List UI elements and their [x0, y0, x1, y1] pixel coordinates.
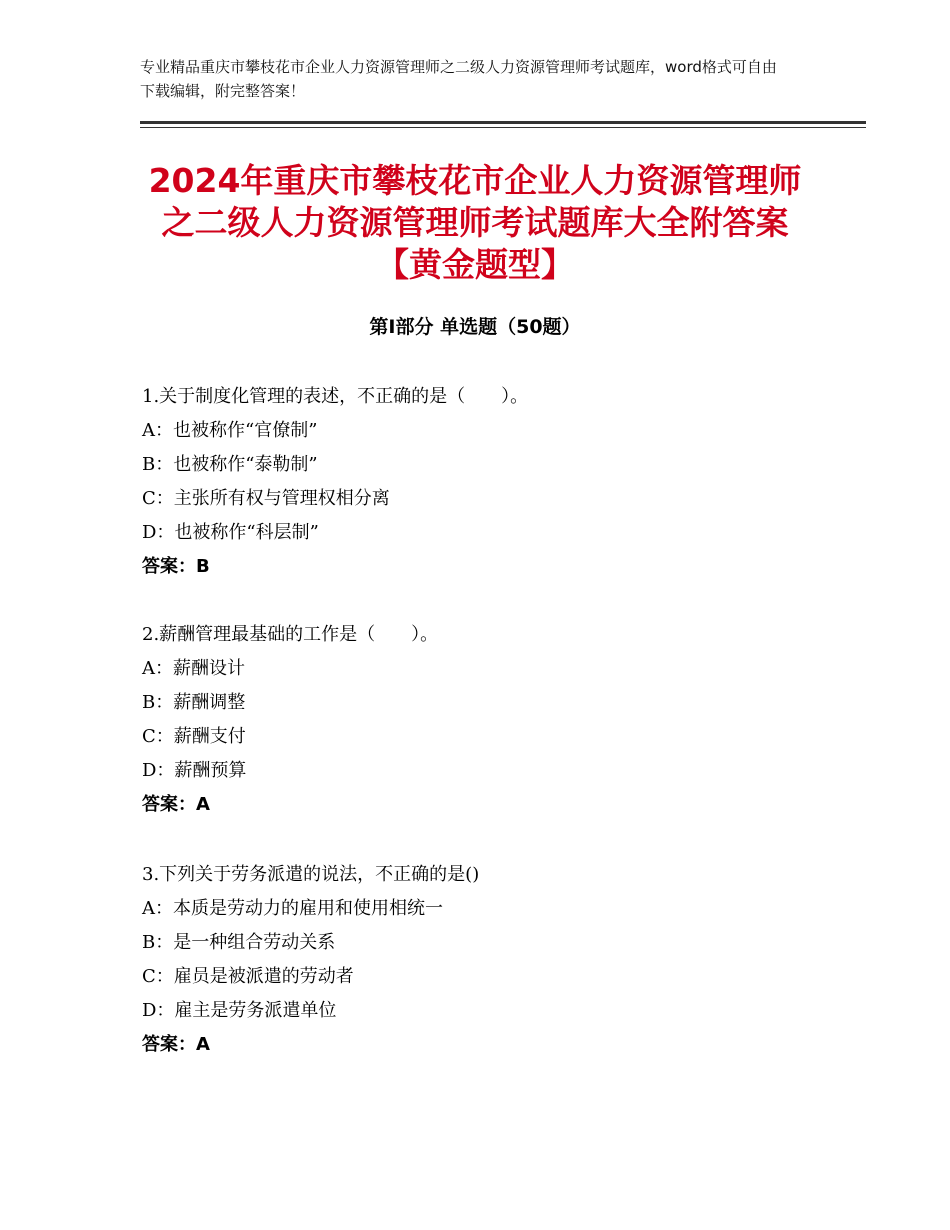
option-b: B：也被称作“泰勒制”: [142, 454, 318, 475]
option-a: A：薪酬设计: [142, 658, 245, 679]
answer-line: 答案：A: [142, 794, 210, 815]
question-1: [142, 380, 528, 584]
question-stem: 3.下列关于劳务派遣的说法，不正确的是(): [142, 864, 480, 885]
question-stem: 1.关于制度化管理的表述，不正确的是（ ）。: [142, 386, 529, 407]
option-d: D：薪酬预算: [142, 760, 247, 781]
document-title: 2024年重庆市攀枝花市企业人力资源管理师之二级人力资源管理师考试题库大全附答案【黄金题型】: [148, 161, 802, 284]
option-b: B：是一种组合劳动关系: [142, 932, 336, 953]
option-b: B：薪酬调整: [142, 692, 246, 713]
question-3: [142, 858, 479, 1062]
header-note: 专业精品重庆市攀枝花市企业人力资源管理师之二级人力资源管理师考试题库，word格式可自由下载编辑，附完整答案！: [140, 58, 777, 100]
question-2: [142, 618, 438, 822]
answer-line: 答案：B: [142, 556, 210, 577]
question-stem: 2.薪酬管理最基础的工作是（ ）。: [142, 624, 439, 645]
section-heading: 第Ⅰ部分 单选题（50题）: [369, 316, 581, 338]
option-d: D：也被称作“科层制”: [142, 522, 319, 543]
header-rule-thin: [140, 127, 866, 128]
option-c: C：主张所有权与管理权相分离: [142, 488, 390, 509]
option-c: C：薪酬支付: [142, 726, 246, 747]
option-a: A：也被称作“官僚制”: [142, 420, 318, 441]
answer-line: 答案：A: [142, 1034, 210, 1055]
option-c: C：雇员是被派遣的劳动者: [142, 966, 354, 987]
option-a: A：本质是劳动力的雇用和使用相统一: [142, 898, 443, 919]
option-d: D：雇主是劳务派遣单位: [142, 1000, 337, 1021]
header-rule-thick: [140, 121, 866, 124]
